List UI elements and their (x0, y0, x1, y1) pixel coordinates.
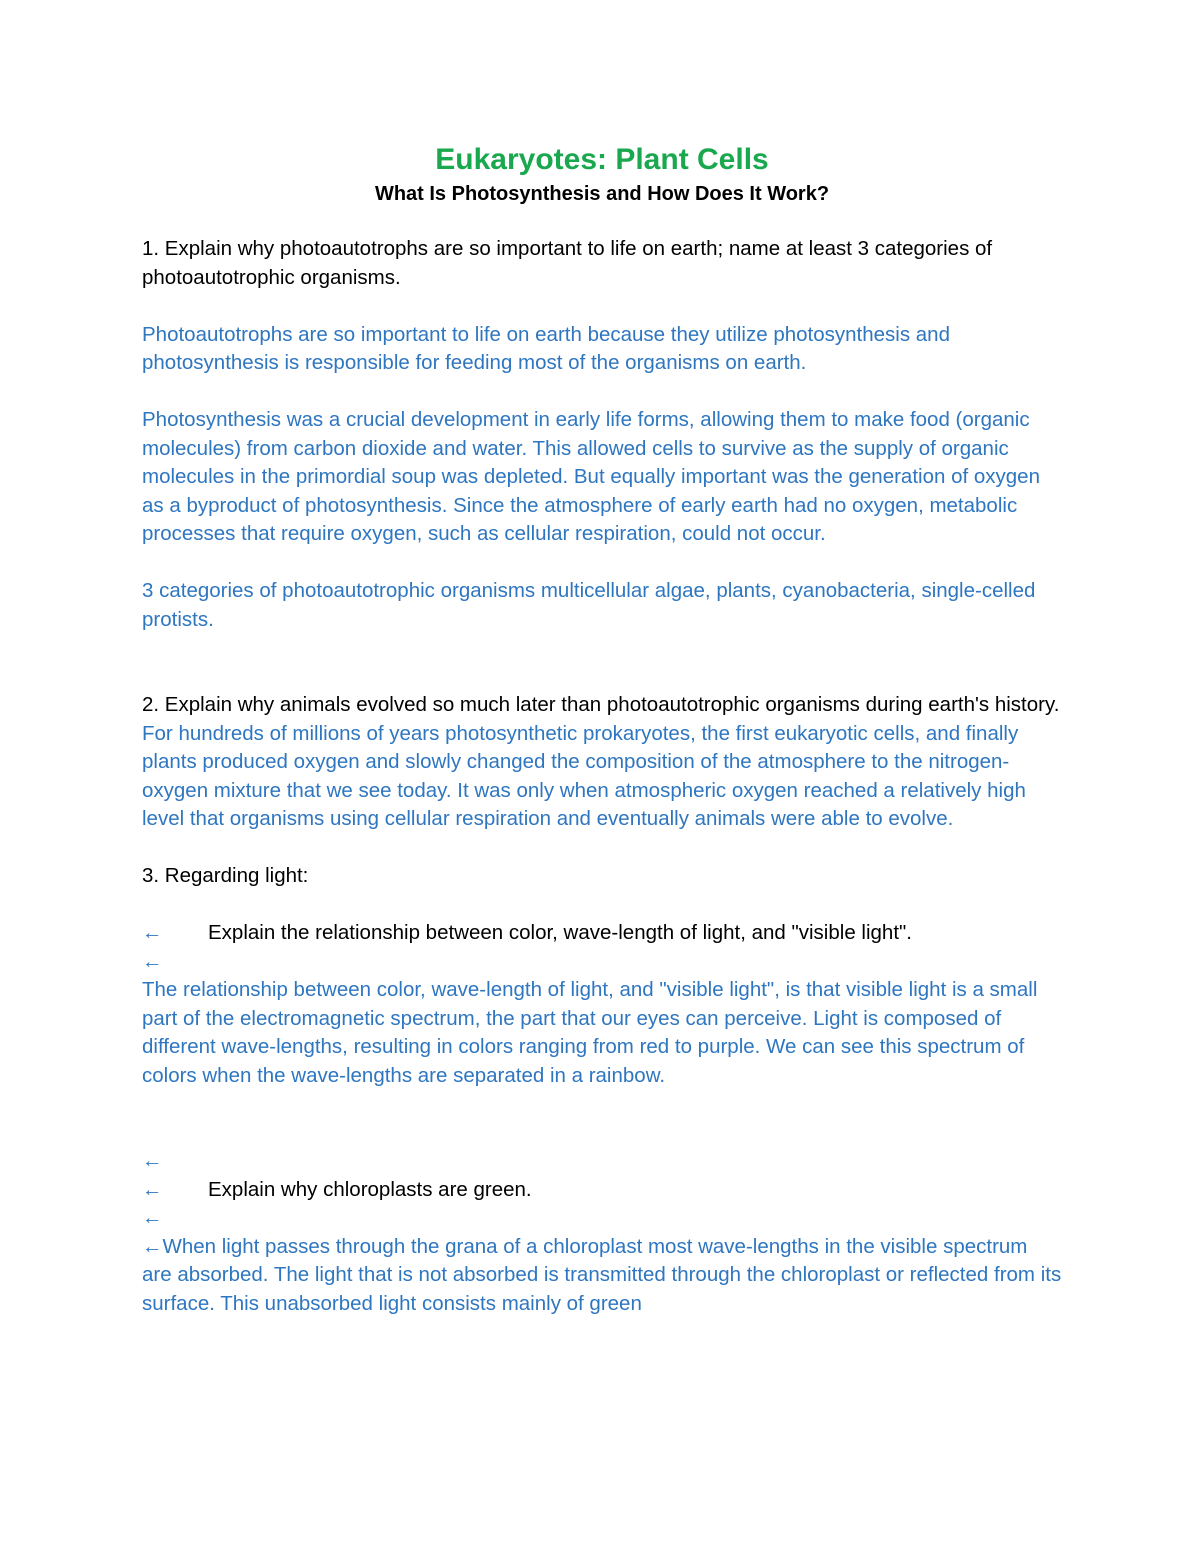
answer-1-paragraph-3: 3 categories of photoautotrophic organisms multicellular algae, plants, cyanobacteria, single-celled protists. (142, 579, 1036, 631)
answer-1-paragraph-1: Photoautotrophs are so important to life on earth because they utilize photosynthesis and photosynthesis is responsible for feeding most of the organisms on earth. (142, 322, 950, 374)
left-arrow-icon: ← (142, 1177, 163, 1201)
left-arrow-icon: ← (142, 949, 163, 973)
sub-question-3a (142, 919, 1062, 948)
question-1: 1. Explain why photoautotrophs are so important to life on earth; name at least 3 categories of photoautotrophic organisms. (142, 237, 993, 289)
page-title: Eukaryotes: Plant Cells (435, 143, 769, 176)
sub-question-3a-text: Explain the relationship between color, wave-length of light, and "visible light". (208, 921, 912, 944)
sub-question-3b-text: Explain why chloroplasts are green. (208, 1177, 532, 1201)
question-2: 2. Explain why animals evolved so much later than photoautotrophic organisms during earth's history. (142, 693, 1060, 716)
answer-2: For hundreds of millions of years photosynthetic prokaryotes, the first eukaryotic cells, and finally plants produced oxygen and slowly changed the composition of the atmosphere to the nitrogen-oxygen mixture that we see today. It was only when atmospheric oxygen reached a relatively high level that organisms using cellular respiration and eventually animals were able to evolve. (142, 721, 1026, 830)
answer-3b (142, 1233, 1062, 1319)
document-page (142, 140, 1062, 1318)
left-arrow-icon: ← (142, 1206, 163, 1229)
question-3-heading: 3. Regarding light: (142, 864, 309, 887)
left-arrow-icon: ← (142, 921, 163, 944)
page-subtitle: What Is Photosynthesis and How Does It Work? (374, 183, 830, 205)
left-arrow-icon: ← (142, 1234, 163, 1258)
answer-1-paragraph-2: Photosynthesis was a crucial development in early life forms, allowing them to make food (organic molecules) from carbon dioxide and water. This allowed cells to survive as the supply of organic molecules in the primordial soup was depleted. But equally important was the generation of oxygen as a byproduct of photosynthesis. Since the atmosphere of early earth had no oxygen, metabolic processes that require oxygen, such as cellular respiration, could not occur. (142, 408, 1040, 545)
sub-question-3b (142, 1176, 1062, 1205)
answer-3a: The relationship between color, wave-length of light, and "visible light", is that visible light is a small part of the electromagnetic spectrum, the part that our eyes can perceive. Light is composed of different wave-lengths, resulting in colors ranging from red to purple. We can see this spectrum of colors when the wave-lengths are separated in a rainbow. (142, 978, 1038, 1087)
answer-3b-text: When light passes through the grana of a chloroplast most wave-lengths in the visible spectrum are absorbed. The light that is not absorbed is transmitted through the chloroplast or reflected from its surface. This unabsorbed light consists mainly of green (142, 1234, 1062, 1315)
left-arrow-icon: ← (142, 1149, 163, 1172)
